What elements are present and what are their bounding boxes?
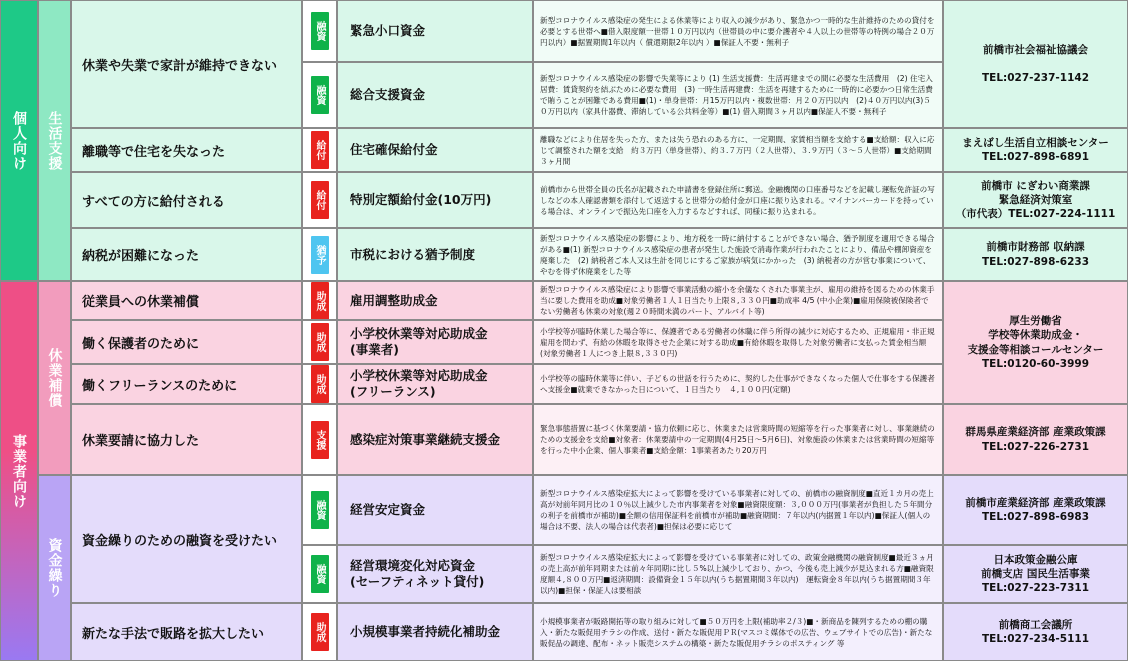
type-badge: 融資 [311,555,329,593]
program-name: 小学校休業等対応助成金 (フリーランス) [337,364,533,404]
program-description: 新型コロナウイルス感染症の影響により、地方税を一時に納付することができない場合、猶予制度を適用できる場合がある■(1) 新型コロナウイルス感染症の患者が発生した施設で消毒作業が行われたことにより、備品や棚卸資産を廃棄した (2) 納税者ご本人又は生計を同じにするご家族が病気にかかった (3) 納税者の方が営む事業について、やむを得ず休廃業をした等 [533,228,943,281]
type-badge: 助成 [311,365,329,403]
program-description: 前橋市から世帯全員の氏名が記載された申請書を登録住所に郵送。金融機関の口座番号などを記載し運転免許証の写しなどの本人確認書類を添付して返送すると世帯分の給付金が口座に振り込まれる。マイナンバーカードを持っている場合は、オンラインで振込先口座を入力するなどすれば、同様に振り込まれる。 [533,172,943,228]
need-cell: 従業員への休業補償 [71,281,302,320]
program-description: 新型コロナウイルス感染症拡大によって影響を受けている事業者に対しての、前橋市の融資制度■直近１カ月の売上高が対前年同月比の１０％以上減少した市内事業者を対象■融資限度額：３,０００万円(事業者が負担した５年間分の利子を前橋市が補助)■全額の信用保証料を前橋市が補助■融資期間：７年以内(内据置１年以内)■保証人(個人の場合は不要、法人の場合は代表者)■担保は必要に応じて [533,475,943,545]
type-badge: 支援 [311,421,329,459]
need-cell: 働く保護者のために [71,320,302,364]
tag-cell [302,404,337,475]
program-name: 経営安定資金 [337,475,533,545]
tag-cell [302,475,337,545]
tag-cell [302,320,337,364]
program-name: 感染症対策事業継続支援金 [337,404,533,475]
tag-cell [302,281,337,320]
contact-info: 群馬県産業経済部 産業政策課 TEL:027-226-2731 [943,404,1128,475]
type-badge: 助成 [311,613,329,651]
need-cell: 休業や失業で家計が維持できない [71,0,302,128]
type-badge: 助成 [311,282,329,320]
program-name: 緊急小口資金 [337,0,533,62]
need-cell: 働くフリーランスのために [71,364,302,404]
need-cell: 休業要請に協力した [71,404,302,475]
contact-info: 前橋市社会福祉協議会 TEL:027-237-1142 [943,0,1128,128]
type-badge: 助成 [311,323,329,361]
contact-info: 日本政策金融公庫 前橋支店 国民生活事業 TEL:027-223-7311 [943,545,1128,603]
tag-cell [302,545,337,603]
type-badge: 融資 [311,76,329,114]
section-individual-label: 個人向け [0,0,38,281]
tag-cell [302,364,337,404]
program-name: 雇用調整助成金 [337,281,533,320]
need-cell: 資金繰りのための融資を受けたい [71,475,302,603]
contact-info: 前橋市産業経済部 産業政策課 TEL:027-898-6983 [943,475,1128,545]
tag-cell [302,172,337,228]
contact-info: 前橋市 にぎわい商業課 緊急経済対策室 （市代表）TEL:027-224-1111 [943,172,1128,228]
program-description: 新型コロナウイルス感染症の影響で失業等により (1) 生活支援費：生活再建までの間に必要な生活費用 (2) 住宅入居費：賃貸契約を結ぶために必要な費用 (3) 一時生活再建費：生活を再建するために一時的に必要かつ日常生活費で賄うことが困難である費用■(1)・単身世帯：月15万円以内・複数世帯：月２０万円以内 (2)４０万円以内(3)５０万円以内（家具什器費、滞納している公共料金等）■(1) 借入期間３ヶ月以内■保証人不要・無利子 [533,62,943,128]
program-name: 市税における猶予制度 [337,228,533,281]
contact-info: 前橋市財務部 収納課 TEL:027-898-6233 [943,228,1128,281]
contact-info: 前橋商工会議所 TEL:027-234-5111 [943,603,1128,661]
program-description: 離職などにより住居を失った方、または失う恐れのある方に、一定期間、家賃相当額を支給する■支給額：収入に応じて調整された額を支給 約３万円（単身世帯）、約３.７万円（２人世帯）、３.９万円（３～５人世帯）■支給期間３ヶ月間 [533,128,943,172]
program-description: 小学校等の臨時休業等に伴い、子どもの世話を行うために、契約した仕事ができなくなった個人で仕事をする保護者へ支援金■就業できなかった日について、１日当たり ４,１００円(定額) [533,364,943,404]
program-name: 総合支援資金 [337,62,533,128]
program-description: 新型コロナウイルス感染症拡大によって影響を受けている事業者に対しての、政策金融機関の融資制度■最近３ヵ月の売上高が前年同期または前々年同期に比し５%以上減少しており、かつ、今後も売上減少が見込まれる方■融資限度額４,８００万円■返済期間：設備資金１５年以内(うち据置期間３年以内) 運転資金８年以内(うち据置期間３年以内)■担保・保証人は要相談 [533,545,943,603]
program-name: 小規模事業者持続化補助金 [337,603,533,661]
tag-cell [302,228,337,281]
program-name: 住宅確保給付金 [337,128,533,172]
need-cell: 納税が困難になった [71,228,302,281]
need-cell: すべての方に給付される [71,172,302,228]
tag-cell [302,603,337,661]
tag-cell [302,128,337,172]
type-badge: 給付 [311,181,329,219]
program-name: 経営環境変化対応資金 (セーフティネット貸付) [337,545,533,603]
tag-cell [302,62,337,128]
program-name: 特別定額給付金(10万円) [337,172,533,228]
program-description: 新型コロナウイルス感染症の発生による休業等により収入の減少があり、緊急かつ一時的な生計維持のための貸付を必要とする世帯へ■借入限度額一世帯１０万円以内（世帯員の中に要介護者や４人以上の世帯等の特例の場合２０万円以内）■据置期間1年以内（ 償還期限2年以内 ）■保証人不要・無利子 [533,0,943,62]
subsection-livelihood-label: 生活支援 [38,0,71,281]
tag-cell [302,0,337,62]
type-badge: 猶予 [311,236,329,274]
contact-info: 厚生労働省 学校等休業助成金・ 支援金等相談コールセンター TEL:0120-60-3999 [943,281,1128,404]
need-cell: 離職等で住宅を失なった [71,128,302,172]
program-description: 新型コロナウイルス感染症により影響で事業活動の縮小を余儀なくされた事業主が、雇用の維持を図るための休業手当に要した費用を助成■対象労働者１人１日当たり上限８,３３０円■助成率 4/5 (中小企業)■雇用保険被保険者でない労働者も休業の対象(週２０時間未満のパート、アルバイト等) [533,281,943,320]
section-business-label: 事業者向け [0,281,38,661]
subsection-leave-label: 休業補償 [38,281,71,475]
need-cell: 新たな手法で販路を拡大したい [71,603,302,661]
type-badge: 融資 [311,12,329,50]
subsection-finance-label: 資金繰り [38,475,71,661]
program-description: 小規模事業者が販路開拓等の取り組みに対して■５０万円を上限(補助率２/３)■・新商品を陳列するための棚の購入・新たな販促用チラシの作成、送付・新たな販促用ＰＲ(マスコミ媒体での広告、ウェブサイトでの広告)・新たな販促品の調達、配布・ネット販売システムの構築・新たな販促用チラシのポスティング 等 [533,603,943,661]
contact-info: まえばし生活自立相談センター TEL:027-898-6891 [943,128,1128,172]
program-description: 小学校等が臨時休業した場合等に、保護者である労働者の休職に伴う所得の減少に対応するため、正規雇用・非正規雇用を問わず、有給の休暇を取得させた企業に対する助成■有給休暇を取得した対象労働者に支払った賃金相当額(対象労働者１人につき上限８,３３０円) [533,320,943,364]
type-badge: 融資 [311,491,329,529]
type-badge: 給付 [311,131,329,169]
program-description: 緊急事態措置に基づく休業要請・協力依頼に応じ、休業または営業時間の短縮等を行った事業者に対し、事業継続のための支援金を支給■対象者：休業要請中の一定期間(4月25日～5月6日)、対象施設の休業または営業時間の短縮等を行った中小企業、個人事業者■支給金額：1事業者あたり20万円 [533,404,943,475]
program-name: 小学校休業等対応助成金 (事業者) [337,320,533,364]
